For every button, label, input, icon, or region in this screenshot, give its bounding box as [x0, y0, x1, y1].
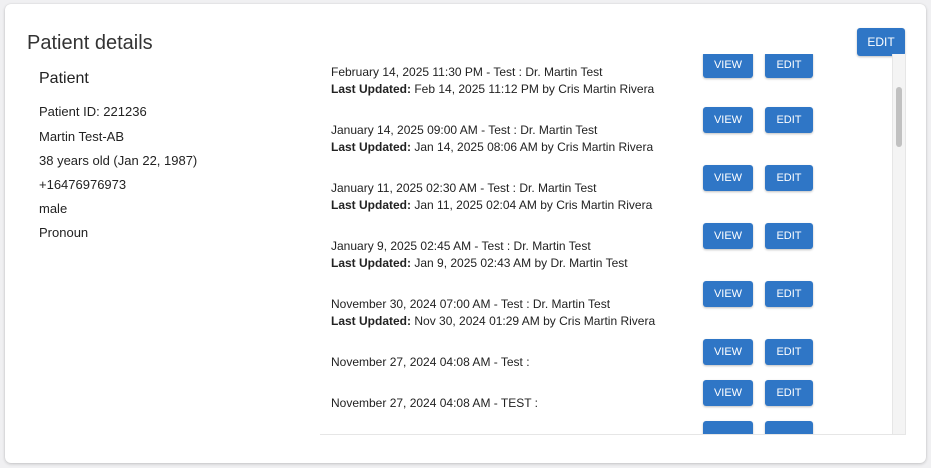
patient-name: Martin Test-AB [39, 129, 125, 144]
patient-id: Patient ID: 221236 [39, 104, 147, 119]
visit-title: November 27, 2024 04:08 AM - TEST : [331, 396, 538, 410]
visit-view-button[interactable]: VIEW [703, 339, 753, 365]
visit-view-button[interactable]: VIEW [703, 380, 753, 406]
patient-pronoun: Pronoun [39, 225, 89, 240]
visit-edit-button-partial[interactable] [765, 421, 813, 435]
visit-title: November 30, 2024 07:00 AM - Test : Dr. Martin Test [331, 297, 611, 311]
visit-list[interactable] [320, 54, 906, 435]
visit-title: November 27, 2024 04:08 AM - Test : [331, 355, 530, 369]
visit-edit-button[interactable]: EDIT [765, 54, 813, 78]
visit-edit-button[interactable]: EDIT [765, 223, 813, 249]
visit-last-updated: Last Updated: Jan 11, 2025 02:04 AM by Cris Martin Rivera [331, 198, 653, 212]
visit-edit-button[interactable]: EDIT [765, 165, 813, 191]
visit-title: January 14, 2025 09:00 AM - Test : Dr. Martin Test [331, 123, 598, 137]
patient-heading: Patient [39, 70, 89, 87]
visit-title: January 9, 2025 02:45 AM - Test : Dr. Martin Test [331, 239, 591, 253]
visit-view-button[interactable]: VIEW [703, 107, 753, 133]
visit-item [331, 64, 654, 98]
visit-item [331, 296, 655, 330]
visit-view-button[interactable]: VIEW [703, 54, 753, 78]
visit-last-updated: Last Updated: Jan 14, 2025 08:06 AM by Cris Martin Rivera [331, 140, 654, 154]
visit-last-updated: Last Updated: Nov 30, 2024 01:29 AM by Cris Martin Rivera [331, 314, 656, 328]
scrollbar[interactable] [892, 54, 906, 434]
visit-item [331, 395, 538, 412]
visit-item [331, 180, 652, 214]
visit-item [331, 238, 628, 272]
visit-edit-button[interactable]: EDIT [765, 281, 813, 307]
scrollbar-thumb[interactable] [896, 87, 902, 147]
visit-view-button[interactable]: VIEW [703, 165, 753, 191]
visit-view-button-partial[interactable] [703, 421, 753, 435]
patient-age-dob: 38 years old (Jan 22, 1987) [39, 153, 198, 168]
visit-edit-button[interactable]: EDIT [765, 339, 813, 365]
visit-item [331, 354, 530, 371]
patient-details-card [5, 4, 926, 463]
patient-gender: male [39, 201, 68, 216]
visit-edit-button[interactable]: EDIT [765, 107, 813, 133]
patient-phone: +16476976973 [39, 177, 127, 192]
edit-patient-button[interactable]: EDIT [857, 28, 905, 56]
visit-last-updated: Last Updated: Feb 14, 2025 11:12 PM by Cris Martin Rivera [331, 82, 655, 96]
visit-view-button[interactable]: VIEW [703, 281, 753, 307]
visit-item [331, 122, 653, 156]
visit-last-updated: Last Updated: Jan 9, 2025 02:43 AM by Dr. Martin Test [331, 256, 628, 270]
visit-edit-button[interactable]: EDIT [765, 380, 813, 406]
visit-title: February 14, 2025 11:30 PM - Test : Dr. Martin Test [331, 65, 603, 79]
visit-title: January 11, 2025 02:30 AM - Test : Dr. Martin Test [331, 181, 597, 195]
page-title: Patient details [27, 32, 153, 54]
visit-view-button[interactable]: VIEW [703, 223, 753, 249]
